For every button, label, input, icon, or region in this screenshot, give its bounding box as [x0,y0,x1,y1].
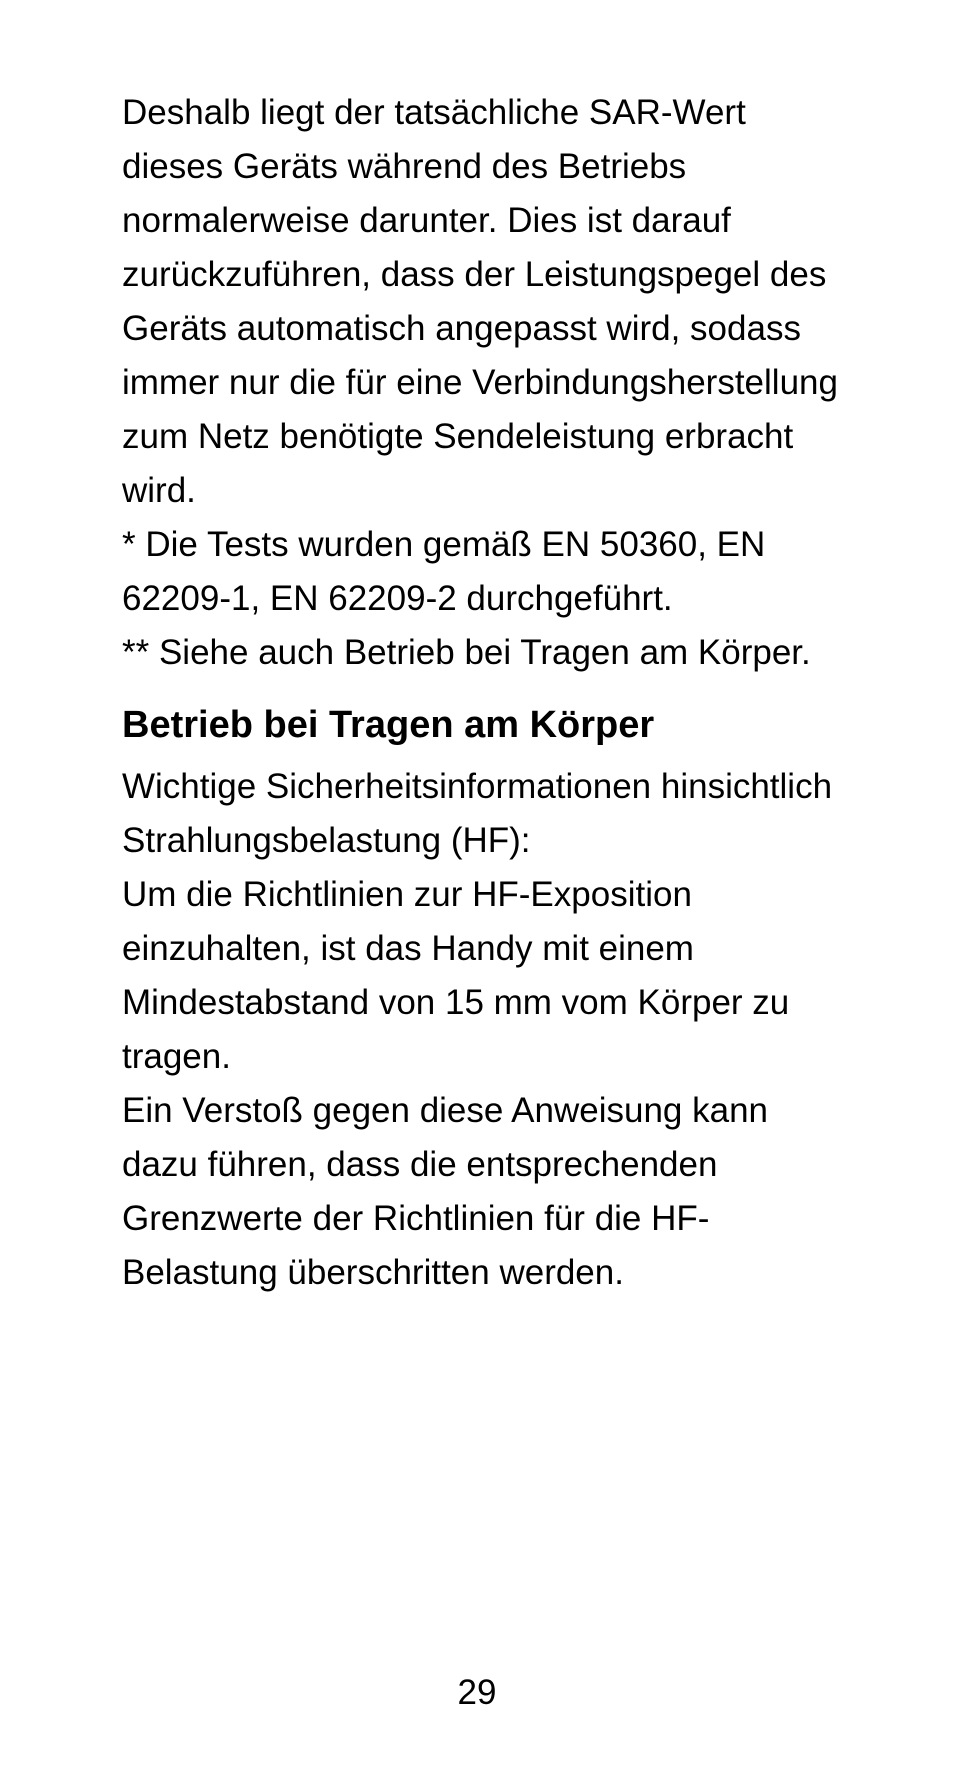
page-number: 29 [457,1673,497,1712]
test-standards-footnote: * Die Tests wurden gemäß EN 50360, EN 62209-1, EN 62209-2 durchgeführt. [122,525,766,618]
distance-instruction-paragraph: Um die Richtlinien zur HF-Exposition einzuhalten, ist das Handy mit einem Mindestabstand von 15 mm vom Körper zu tragen. [122,875,790,1076]
page-content [122,86,902,1300]
violation-warning-paragraph: Ein Verstoß gegen diese Anweisung kann dazu führen, dass die entsprechenden Grenzwerte der Richtlinien für die HF- Belastung überschritten werden. [122,1091,768,1292]
sar-explanation-paragraph: Deshalb liegt der tatsächliche SAR-Wert dieses Geräts während des Betriebs normalerweise darunter. Dies ist darauf zurückzuführen, dass der Leistungspegel des Geräts automatisch angepasst wird, sodass immer nur die für eine Verbindungsherstellung zum Netz benötigte Sendeleistung erbracht wird. [122,93,838,510]
body-worn-reference-footnote: ** Siehe auch Betrieb bei Tragen am Körper. [122,633,811,672]
safety-info-intro: Wichtige Sicherheitsinformationen hinsichtlich Strahlungsbelastung (HF): [122,767,833,860]
section-heading: Betrieb bei Tragen am Körper [122,704,655,746]
